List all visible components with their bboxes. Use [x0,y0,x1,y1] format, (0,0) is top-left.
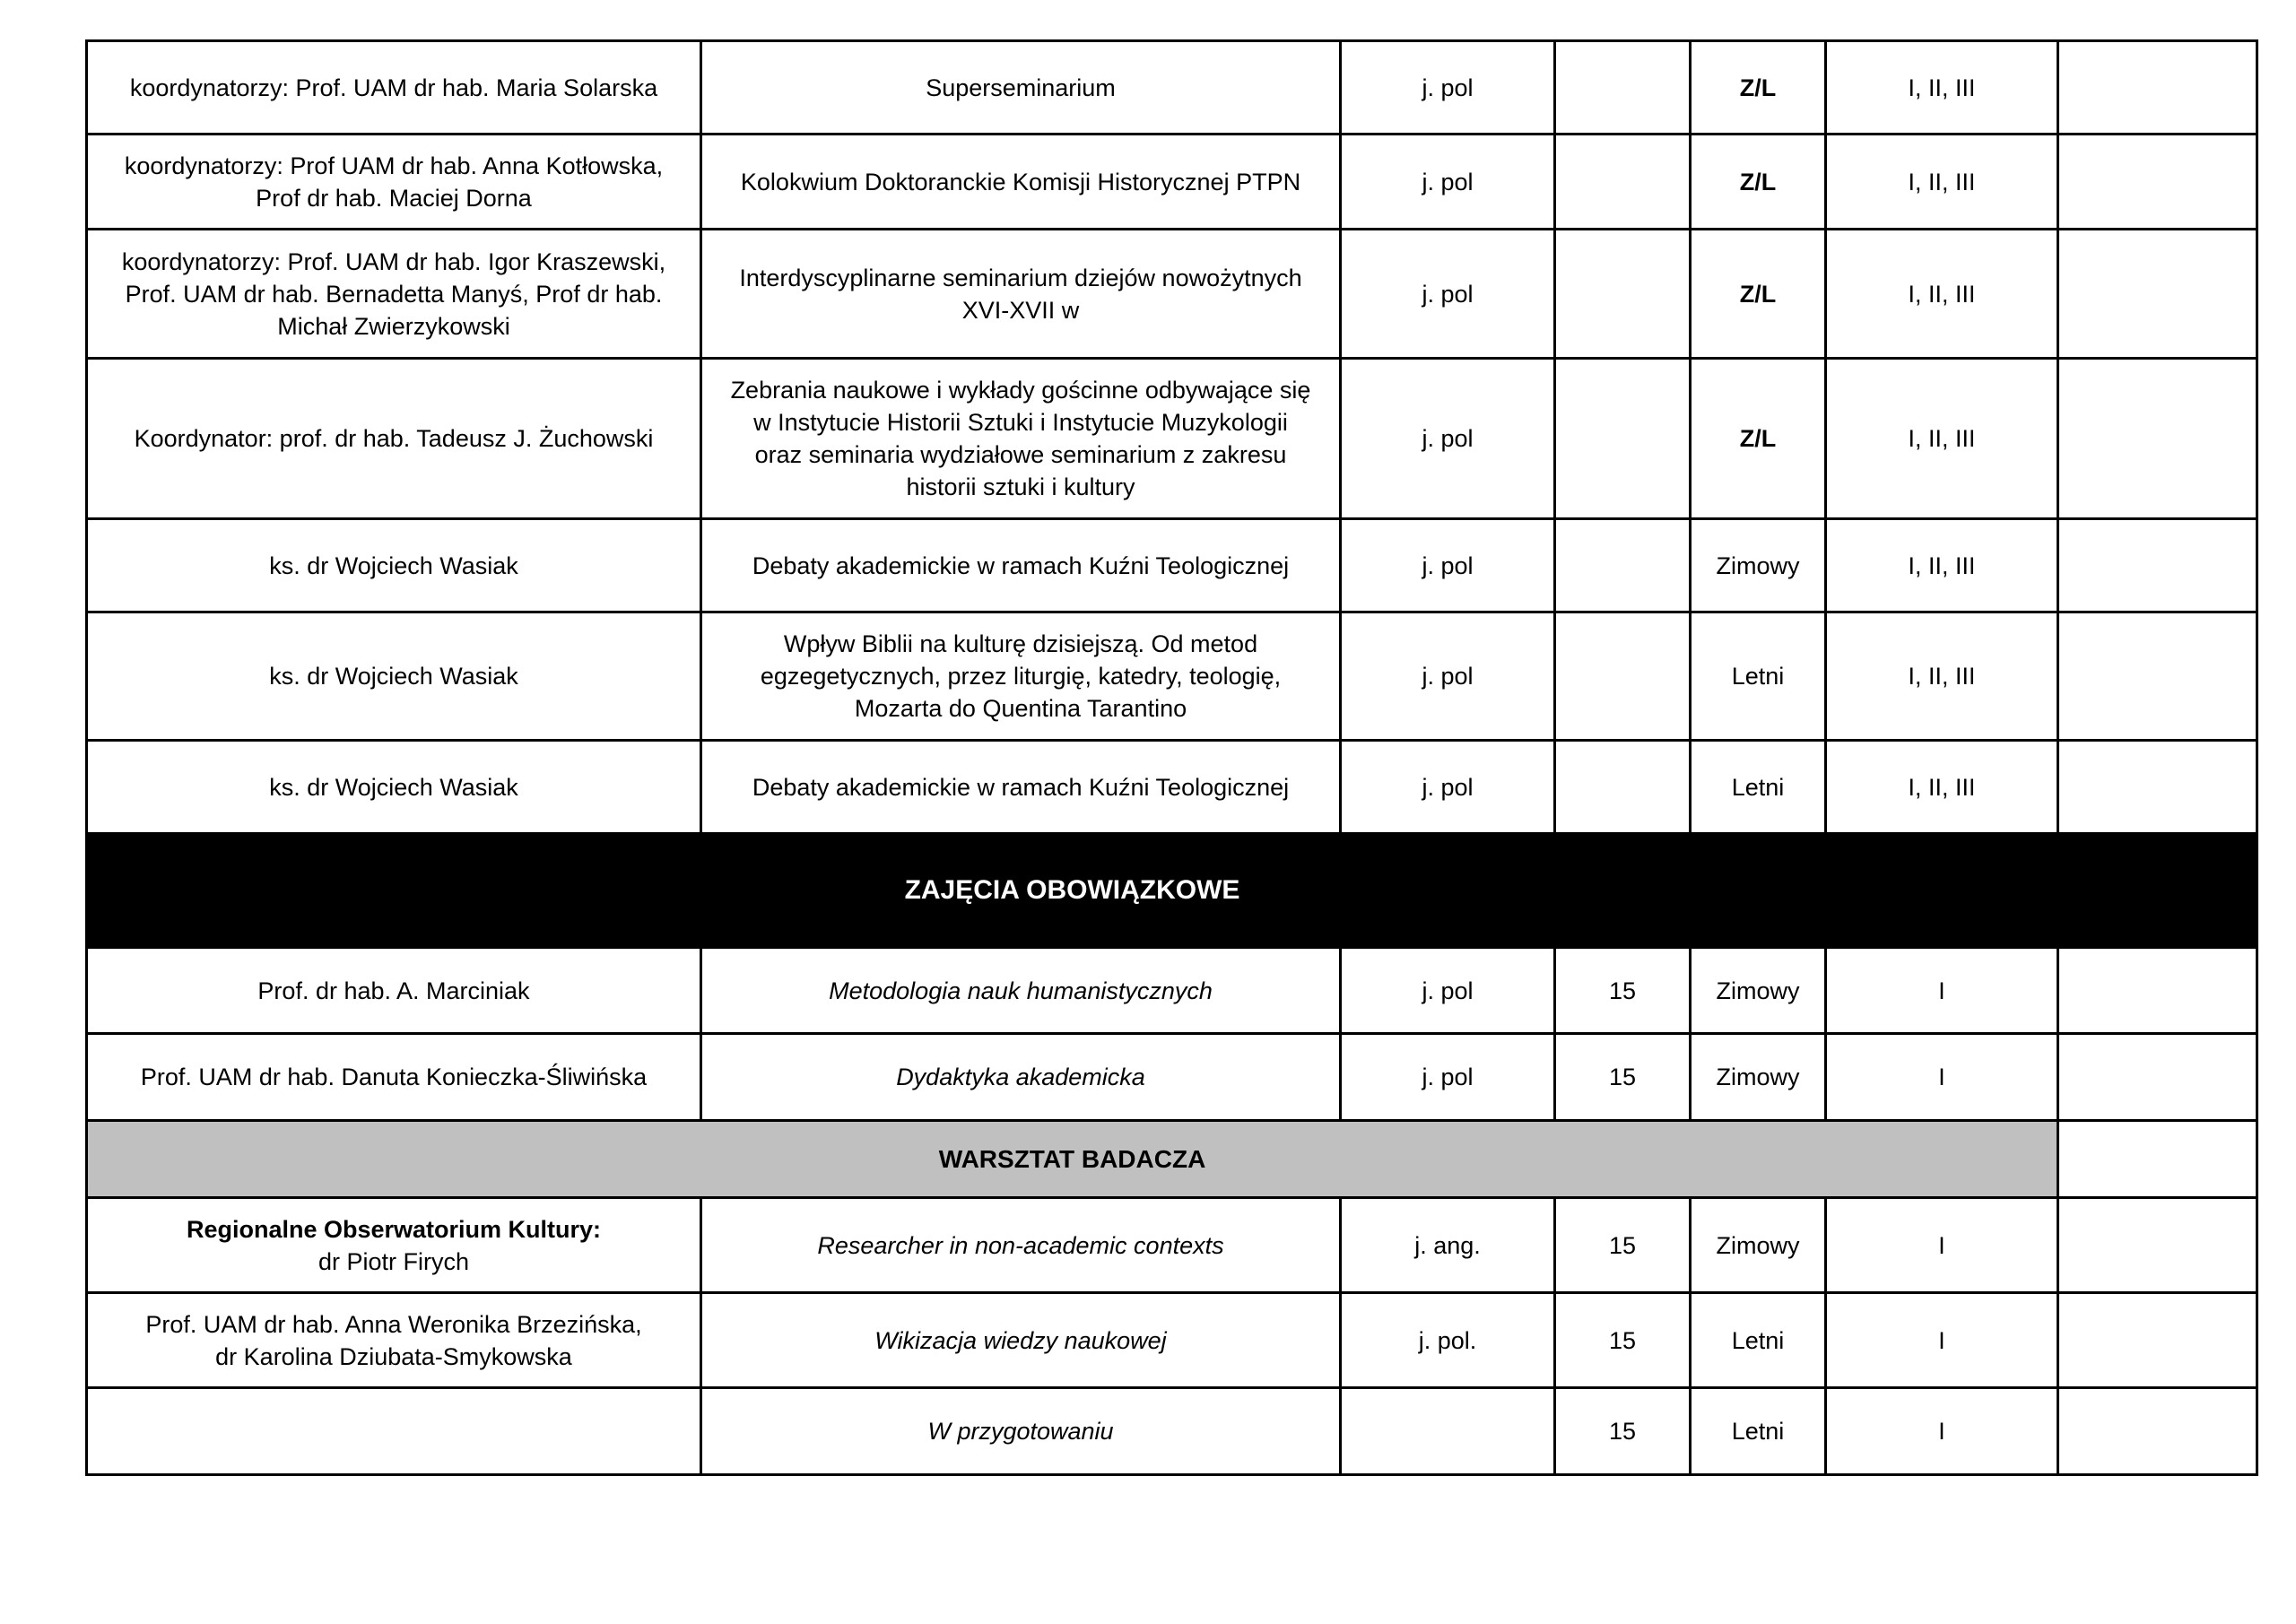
lecturer-cell [87,1034,701,1121]
course-cell-line: historii sztuki i kultury [906,473,1135,500]
table-row [87,135,2257,230]
lecturer-cell [87,1388,701,1475]
years-cell: I [1826,1388,2058,1475]
semester-cell: Zimowy [1691,519,1826,612]
course-cell [701,1198,1341,1293]
years-cell: I, II, III [1826,612,2058,741]
table-row [87,948,2257,1034]
years-cell: I, II, III [1826,519,2058,612]
language-cell: j. ang. [1341,1198,1555,1293]
course-cell [701,1034,1341,1121]
section-workshop [87,1121,2257,1198]
lecturer-cell [87,1293,701,1388]
years-cell: I, II, III [1826,741,2058,834]
hours-cell: 15 [1555,1388,1691,1475]
hours-cell: 15 [1555,1293,1691,1388]
course-cell-line: Debaty akademickie w ramach Kuźni Teologicznej [752,773,1290,801]
section-mandatory-tail [2058,834,2257,948]
lecturer-cell-line: dr Karolina Dziubata-Smykowska [215,1342,572,1370]
section-mandatory [87,834,2257,948]
section-workshop-tail [2058,1121,2257,1198]
lecturer-cell-line: Prof. UAM dr hab. Bernadetta Manyś, Prof dr hab. [125,280,663,308]
course-cell-line: Dydaktyka akademicka [896,1064,1145,1090]
lecturer-cell-line: koordynatorzy: Prof UAM dr hab. Anna Kotłowska, [124,152,664,179]
table-row [87,1293,2257,1388]
lecturer-cell-line: ks. dr Wojciech Wasiak [269,663,518,690]
language-cell: j. pol [1341,359,1555,519]
lecturer-cell [87,359,701,519]
table-row [87,1198,2257,1293]
lecturer-cell [87,1198,701,1293]
course-cell [701,359,1341,519]
semester-cell: Z/L [1691,135,1826,230]
course-cell [701,230,1341,359]
notes-cell [2058,1198,2257,1293]
lecturer-cell [87,948,701,1034]
table-row [87,1034,2257,1121]
lecturer-cell [87,41,701,135]
table-row [87,1388,2257,1475]
course-cell [701,519,1341,612]
table-row [87,359,2257,519]
lecturer-cell-line: Michał Zwierzykowski [277,312,510,340]
course-cell-line: XVI-XVII w [961,296,1080,324]
lecturer-cell [87,519,701,612]
language-cell: j. pol [1341,135,1555,230]
course-cell-line: W przygotowaniu [927,1418,1114,1445]
semester-cell: Zimowy [1691,948,1826,1034]
lecturer-cell-line: dr Piotr Firych [317,1247,470,1275]
notes-cell [2058,41,2257,135]
notes-cell [2058,230,2257,359]
semester-cell: Letni [1691,1388,1826,1475]
course-table [85,39,2258,1476]
course-cell-line: Superseminarium [926,74,1116,101]
semester-cell: Z/L [1691,359,1826,519]
notes-cell [2058,1388,2257,1475]
years-cell: I [1826,1034,2058,1121]
notes-cell [2058,1034,2257,1121]
hours-cell [1555,741,1691,834]
hours-cell: 15 [1555,1198,1691,1293]
notes-cell [2058,741,2257,834]
years-cell: I [1826,1198,2058,1293]
lecturer-cell-line: koordynatorzy: Prof. UAM dr hab. Maria Solarska [129,74,658,101]
lecturer-cell-line: ks. dr Wojciech Wasiak [269,773,518,801]
course-cell-line: Wikizacja wiedzy naukowej [874,1326,1167,1354]
notes-cell [2058,612,2257,741]
lecturer-cell [87,230,701,359]
language-cell: j. pol. [1341,1293,1555,1388]
course-cell [701,41,1341,135]
notes-cell [2058,135,2257,230]
lecturer-cell-line: ks. dr Wojciech Wasiak [269,551,518,579]
course-cell-line: Mozarta do Quentina Tarantino [854,695,1187,722]
table-row [87,519,2257,612]
table-row [87,741,2257,834]
course-cell-line: Metodologia nauk humanistycznych [829,977,1213,1004]
semester-cell: Zimowy [1691,1034,1826,1121]
lecturer-cell-line: Prof dr hab. Maciej Dorna [256,184,532,212]
language-cell: j. pol [1341,230,1555,359]
hours-cell [1555,230,1691,359]
language-cell: j. pol [1341,741,1555,834]
course-cell [701,741,1341,834]
years-cell: I [1826,948,2058,1034]
lecturer-cell [87,741,701,834]
table-row [87,612,2257,741]
language-cell: j. pol [1341,948,1555,1034]
language-cell [1341,1388,1555,1475]
lecturer-cell-line: Prof. UAM dr hab. Anna Weronika Brzezińska, [145,1310,642,1338]
course-cell-line: Interdyscyplinarne seminarium dziejów nowożytnych [739,264,1302,291]
language-cell: j. pol [1341,612,1555,741]
hours-cell [1555,359,1691,519]
hours-cell: 15 [1555,1034,1691,1121]
semester-cell: Letni [1691,741,1826,834]
hours-cell [1555,41,1691,135]
hours-cell [1555,135,1691,230]
course-cell-line: Debaty akademickie w ramach Kuźni Teologicznej [752,551,1290,579]
section-workshop-title: WARSZTAT BADACZA [87,1121,2058,1198]
years-cell: I, II, III [1826,135,2058,230]
course-cell-line: oraz seminaria wydziałowe seminarium z zakresu [754,441,1287,468]
lecturer-cell-org: Regionalne Obserwatorium Kultury: [186,1215,602,1243]
semester-cell: Letni [1691,1293,1826,1388]
hours-cell: 15 [1555,948,1691,1034]
language-cell: j. pol [1341,519,1555,612]
notes-cell [2058,519,2257,612]
notes-cell [2058,1293,2257,1388]
notes-cell [2058,948,2257,1034]
course-cell-line: egzegetycznych, przez liturgię, katedry, teologię, [760,663,1282,690]
hours-cell [1555,519,1691,612]
semester-cell: Zimowy [1691,1198,1826,1293]
years-cell: I, II, III [1826,359,2058,519]
course-cell [701,948,1341,1034]
lecturer-cell [87,612,701,741]
notes-cell [2058,359,2257,519]
course-cell [701,135,1341,230]
semester-cell: Z/L [1691,41,1826,135]
language-cell: j. pol [1341,1034,1555,1121]
years-cell: I [1826,1293,2058,1388]
semester-cell: Letni [1691,612,1826,741]
semester-cell: Z/L [1691,230,1826,359]
lecturer-cell-line: Koordynator: prof. dr hab. Tadeusz J. Żuchowski [134,425,654,452]
course-cell [701,1293,1341,1388]
course-cell-line: Kolokwium Doktoranckie Komisji Historycznej PTPN [740,168,1301,195]
lecturer-cell [87,135,701,230]
course-cell [701,612,1341,741]
course-cell-line: Researcher in non-academic contexts [817,1231,1224,1259]
course-cell-line: w Instytucie Historii Sztuki i Instytucie Muzykologii [753,409,1288,436]
lecturer-cell-line: Prof. UAM dr hab. Danuta Konieczka-Śliwińska [140,1064,648,1090]
lecturer-cell-line: Prof. dr hab. A. Marciniak [257,977,530,1004]
years-cell: I, II, III [1826,41,2058,135]
hours-cell [1555,612,1691,741]
language-cell: j. pol [1341,41,1555,135]
years-cell: I, II, III [1826,230,2058,359]
course-cell-line: Wpływ Biblii na kulturę dzisiejszą. Od metod [783,630,1258,657]
table-row [87,41,2257,135]
table-row [87,230,2257,359]
lecturer-cell-line: koordynatorzy: Prof. UAM dr hab. Igor Kraszewski, [121,248,666,275]
section-mandatory-title: ZAJĘCIA OBOWIĄZKOWE [87,834,2058,948]
course-cell-line: Zebrania naukowe i wykłady gościnne odbywające się [730,377,1311,404]
course-cell [701,1388,1341,1475]
